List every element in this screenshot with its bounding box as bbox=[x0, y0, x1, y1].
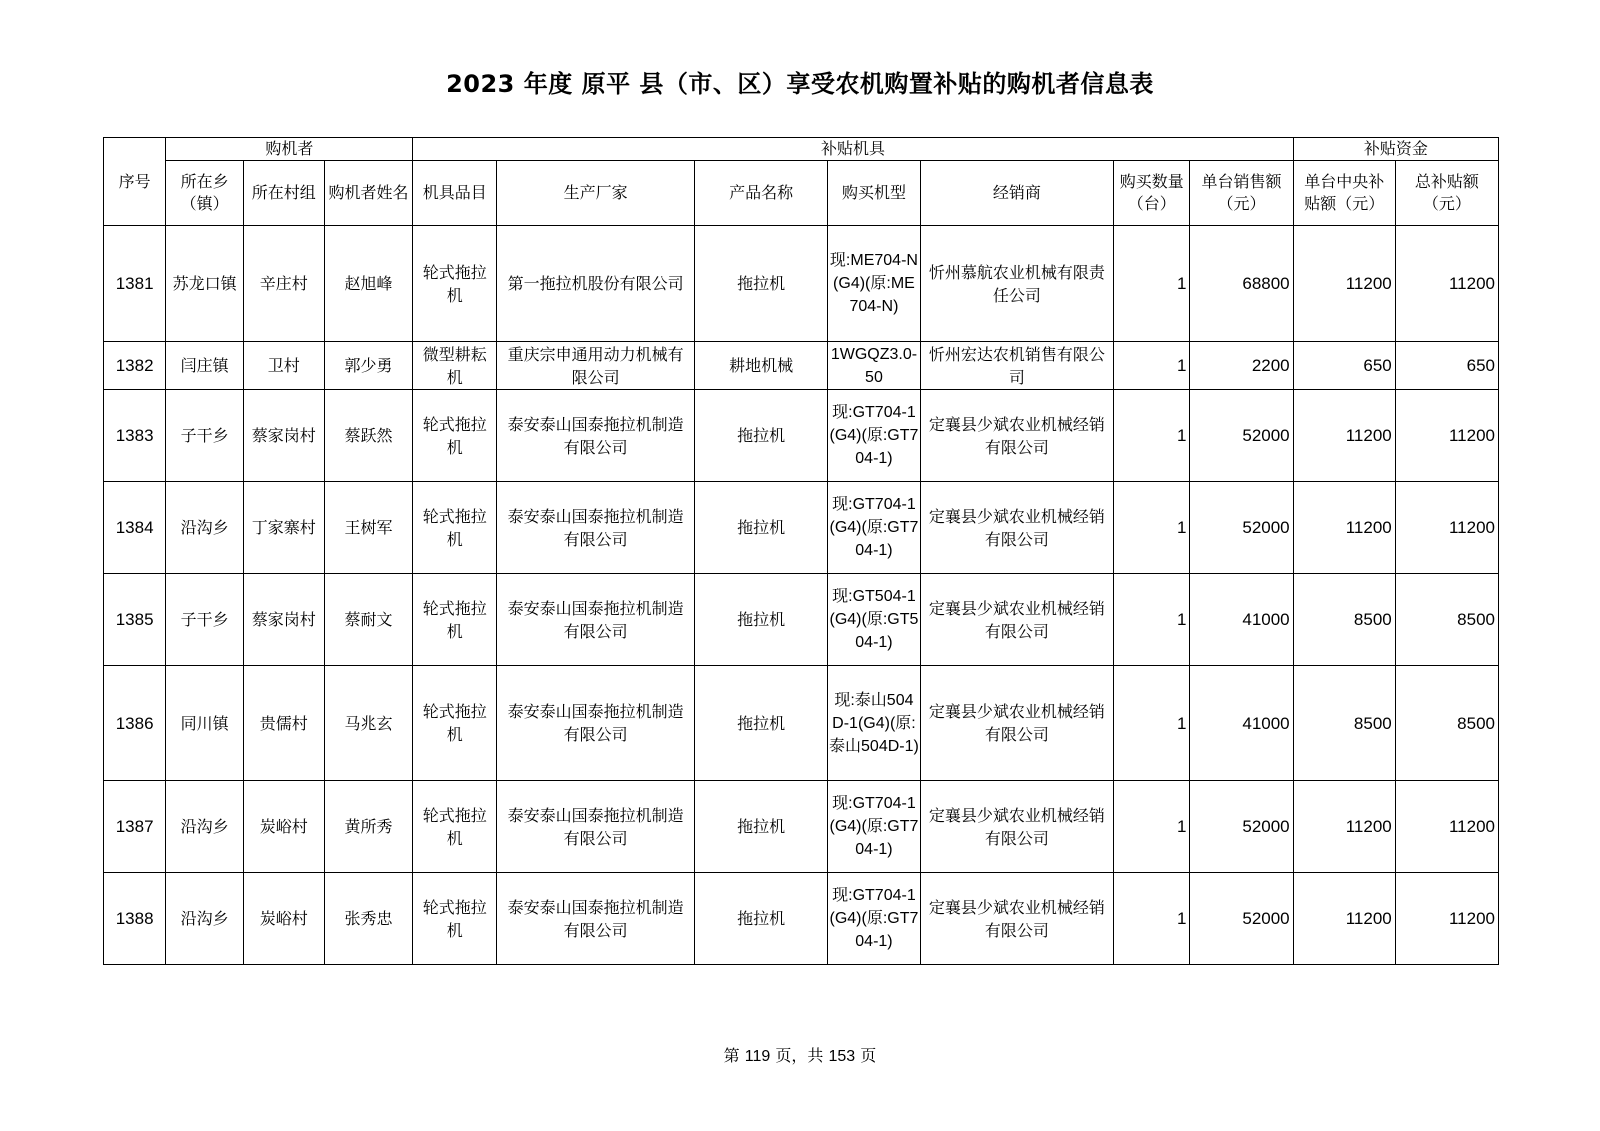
cell-dealer: 忻州宏达农机销售有限公司 bbox=[920, 342, 1113, 390]
cell-category: 轮式拖拉机 bbox=[413, 226, 497, 342]
cell-dealer: 定襄县少斌农业机械经销有限公司 bbox=[920, 666, 1113, 781]
cell-model: 现:GT704-1(G4)(原:GT704-1) bbox=[827, 390, 920, 482]
header-quantity: 购买数量（台） bbox=[1113, 161, 1190, 226]
cell-village: 蔡家岗村 bbox=[243, 390, 324, 482]
cell-central-subsidy: 11200 bbox=[1293, 482, 1395, 574]
cell-category: 轮式拖拉机 bbox=[413, 781, 497, 873]
cell-model: 现:GT704-1(G4)(原:GT704-1) bbox=[827, 873, 920, 965]
cell-dealer: 忻州慕航农业机械有限责任公司 bbox=[920, 226, 1113, 342]
cell-central-subsidy: 11200 bbox=[1293, 390, 1395, 482]
header-central-subsidy: 单台中央补贴额（元） bbox=[1293, 161, 1395, 226]
cell-town: 闫庄镇 bbox=[166, 342, 244, 390]
cell-buyer-name: 郭少勇 bbox=[324, 342, 413, 390]
cell-category: 轮式拖拉机 bbox=[413, 482, 497, 574]
footer-total-pages: 153 bbox=[828, 1048, 856, 1065]
cell-model: 现:ME704-N(G4)(原:ME704-N) bbox=[827, 226, 920, 342]
cell-dealer: 定襄县少斌农业机械经销有限公司 bbox=[920, 781, 1113, 873]
cell-dealer: 定襄县少斌农业机械经销有限公司 bbox=[920, 482, 1113, 574]
cell-model: 1WGQZ3.0-50 bbox=[827, 342, 920, 390]
header-seq: 序号 bbox=[104, 138, 166, 226]
header-model: 购买机型 bbox=[827, 161, 920, 226]
cell-manufacturer: 泰安泰山国泰拖拉机制造有限公司 bbox=[497, 873, 695, 965]
table-row bbox=[104, 226, 1499, 342]
cell-quantity: 1 bbox=[1113, 482, 1190, 574]
cell-unit-price: 52000 bbox=[1190, 873, 1293, 965]
cell-quantity: 1 bbox=[1113, 226, 1190, 342]
cell-model: 现:泰山504D-1(G4)(原:泰山504D-1) bbox=[827, 666, 920, 781]
table-row bbox=[104, 574, 1499, 666]
header-manufacturer: 生产厂家 bbox=[497, 161, 695, 226]
cell-manufacturer: 第一拖拉机股份有限公司 bbox=[497, 226, 695, 342]
cell-manufacturer: 泰安泰山国泰拖拉机制造有限公司 bbox=[497, 666, 695, 781]
cell-seq: 1388 bbox=[104, 873, 166, 965]
table-row bbox=[104, 781, 1499, 873]
cell-category: 轮式拖拉机 bbox=[413, 390, 497, 482]
cell-product: 拖拉机 bbox=[695, 873, 828, 965]
page-footer bbox=[0, 1043, 1600, 1066]
cell-manufacturer: 泰安泰山国泰拖拉机制造有限公司 bbox=[497, 781, 695, 873]
footer-prefix: 第 bbox=[723, 1046, 740, 1065]
cell-central-subsidy: 650 bbox=[1293, 342, 1395, 390]
header-product: 产品名称 bbox=[695, 161, 828, 226]
cell-buyer-name: 黄所秀 bbox=[324, 781, 413, 873]
cell-quantity: 1 bbox=[1113, 390, 1190, 482]
cell-product: 拖拉机 bbox=[695, 226, 828, 342]
header-total-subsidy: 总补贴额（元） bbox=[1395, 161, 1498, 226]
cell-unit-price: 41000 bbox=[1190, 574, 1293, 666]
cell-unit-price: 52000 bbox=[1190, 781, 1293, 873]
cell-total-subsidy: 11200 bbox=[1395, 873, 1498, 965]
cell-category: 轮式拖拉机 bbox=[413, 873, 497, 965]
table-row bbox=[104, 873, 1499, 965]
cell-seq: 1383 bbox=[104, 390, 166, 482]
cell-unit-price: 52000 bbox=[1190, 482, 1293, 574]
cell-town: 沿沟乡 bbox=[166, 482, 244, 574]
cell-town: 子干乡 bbox=[166, 574, 244, 666]
cell-central-subsidy: 8500 bbox=[1293, 574, 1395, 666]
cell-town: 沿沟乡 bbox=[166, 781, 244, 873]
page-title: 2023 年度 原平 县（市、区）享受农机购置补贴的购机者信息表 bbox=[446, 70, 1154, 98]
cell-seq: 1384 bbox=[104, 482, 166, 574]
cell-manufacturer: 泰安泰山国泰拖拉机制造有限公司 bbox=[497, 390, 695, 482]
cell-seq: 1386 bbox=[104, 666, 166, 781]
cell-seq: 1387 bbox=[104, 781, 166, 873]
cell-manufacturer: 泰安泰山国泰拖拉机制造有限公司 bbox=[497, 574, 695, 666]
cell-buyer-name: 赵旭峰 bbox=[324, 226, 413, 342]
cell-unit-price: 41000 bbox=[1190, 666, 1293, 781]
table-row bbox=[104, 666, 1499, 781]
cell-buyer-name: 张秀忠 bbox=[324, 873, 413, 965]
cell-quantity: 1 bbox=[1113, 666, 1190, 781]
cell-total-subsidy: 11200 bbox=[1395, 781, 1498, 873]
cell-model: 现:GT704-1(G4)(原:GT704-1) bbox=[827, 781, 920, 873]
cell-product: 拖拉机 bbox=[695, 781, 828, 873]
cell-total-subsidy: 650 bbox=[1395, 342, 1498, 390]
header-dealer: 经销商 bbox=[920, 161, 1113, 226]
cell-unit-price: 2200 bbox=[1190, 342, 1293, 390]
cell-quantity: 1 bbox=[1113, 574, 1190, 666]
header-buyer-name: 购机者姓名 bbox=[324, 161, 413, 226]
cell-village: 卫村 bbox=[243, 342, 324, 390]
cell-buyer-name: 马兆玄 bbox=[324, 666, 413, 781]
cell-seq: 1385 bbox=[104, 574, 166, 666]
cell-central-subsidy: 11200 bbox=[1293, 226, 1395, 342]
cell-dealer: 定襄县少斌农业机械经销有限公司 bbox=[920, 390, 1113, 482]
cell-town: 苏龙口镇 bbox=[166, 226, 244, 342]
cell-product: 拖拉机 bbox=[695, 482, 828, 574]
cell-model: 现:GT704-1(G4)(原:GT704-1) bbox=[827, 482, 920, 574]
footer-suffix: 页 bbox=[860, 1046, 877, 1065]
table-row bbox=[104, 482, 1499, 574]
cell-village: 蔡家岗村 bbox=[243, 574, 324, 666]
cell-central-subsidy: 8500 bbox=[1293, 666, 1395, 781]
cell-village: 炭峪村 bbox=[243, 781, 324, 873]
cell-town: 沿沟乡 bbox=[166, 873, 244, 965]
cell-village: 丁家寨村 bbox=[243, 482, 324, 574]
header-group-machine: 补贴机具 bbox=[413, 138, 1293, 161]
table-row bbox=[104, 342, 1499, 390]
cell-buyer-name: 蔡跃然 bbox=[324, 390, 413, 482]
cell-total-subsidy: 11200 bbox=[1395, 482, 1498, 574]
cell-buyer-name: 王树军 bbox=[324, 482, 413, 574]
cell-seq: 1382 bbox=[104, 342, 166, 390]
header-column-row bbox=[104, 161, 1499, 226]
cell-quantity: 1 bbox=[1113, 342, 1190, 390]
header-unit-price: 单台销售额（元） bbox=[1190, 161, 1293, 226]
cell-buyer-name: 蔡耐文 bbox=[324, 574, 413, 666]
cell-category: 轮式拖拉机 bbox=[413, 574, 497, 666]
cell-product: 拖拉机 bbox=[695, 390, 828, 482]
cell-manufacturer: 泰安泰山国泰拖拉机制造有限公司 bbox=[497, 482, 695, 574]
cell-total-subsidy: 11200 bbox=[1395, 390, 1498, 482]
header-town: 所在乡（镇） bbox=[166, 161, 244, 226]
header-group-row bbox=[104, 138, 1499, 161]
cell-model: 现:GT504-1(G4)(原:GT504-1) bbox=[827, 574, 920, 666]
header-village: 所在村组 bbox=[243, 161, 324, 226]
footer-middle: 页，共 bbox=[775, 1046, 824, 1065]
cell-category: 微型耕耘机 bbox=[413, 342, 497, 390]
cell-village: 辛庄村 bbox=[243, 226, 324, 342]
cell-total-subsidy: 11200 bbox=[1395, 226, 1498, 342]
table-row bbox=[104, 390, 1499, 482]
cell-quantity: 1 bbox=[1113, 873, 1190, 965]
footer-page-number: 119 bbox=[744, 1048, 771, 1065]
cell-category: 轮式拖拉机 bbox=[413, 666, 497, 781]
header-category: 机具品目 bbox=[413, 161, 497, 226]
cell-total-subsidy: 8500 bbox=[1395, 666, 1498, 781]
cell-central-subsidy: 11200 bbox=[1293, 781, 1395, 873]
cell-product: 拖拉机 bbox=[695, 666, 828, 781]
cell-quantity: 1 bbox=[1113, 781, 1190, 873]
cell-total-subsidy: 8500 bbox=[1395, 574, 1498, 666]
cell-unit-price: 52000 bbox=[1190, 390, 1293, 482]
header-group-fund: 补贴资金 bbox=[1293, 138, 1498, 161]
cell-manufacturer: 重庆宗申通用动力机械有限公司 bbox=[497, 342, 695, 390]
cell-product: 拖拉机 bbox=[695, 574, 828, 666]
cell-central-subsidy: 11200 bbox=[1293, 873, 1395, 965]
cell-village: 贵儒村 bbox=[243, 666, 324, 781]
cell-dealer: 定襄县少斌农业机械经销有限公司 bbox=[920, 574, 1113, 666]
cell-town: 子干乡 bbox=[166, 390, 244, 482]
buyer-info-table bbox=[103, 137, 1499, 965]
cell-unit-price: 68800 bbox=[1190, 226, 1293, 342]
cell-dealer: 定襄县少斌农业机械经销有限公司 bbox=[920, 873, 1113, 965]
cell-product: 耕地机械 bbox=[695, 342, 828, 390]
cell-village: 炭峪村 bbox=[243, 873, 324, 965]
cell-town: 同川镇 bbox=[166, 666, 244, 781]
cell-seq: 1381 bbox=[104, 226, 166, 342]
header-group-buyer: 购机者 bbox=[166, 138, 413, 161]
